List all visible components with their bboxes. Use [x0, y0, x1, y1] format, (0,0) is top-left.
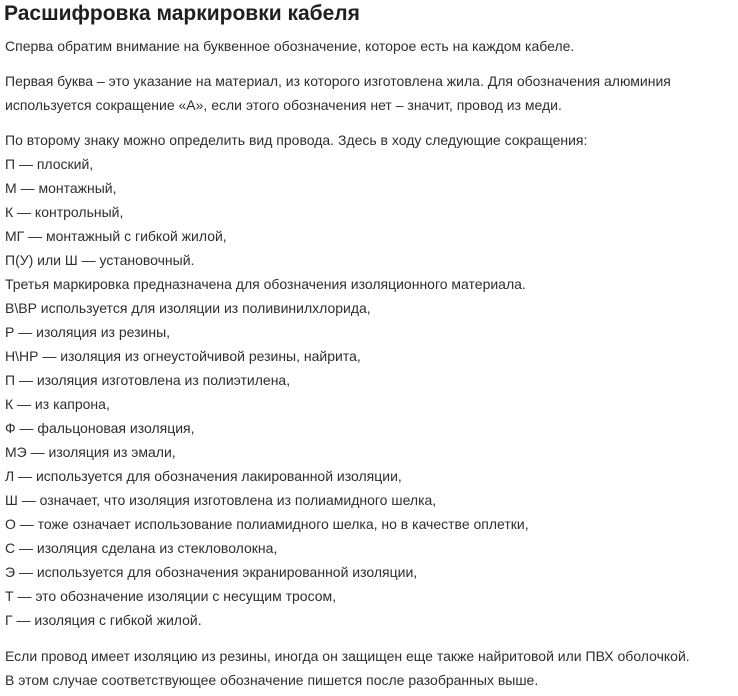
insulation-item: Ф — фальцоновая изоляция,	[5, 420, 195, 436]
insulation-item: Т — это обозначение изоляции с несущим тросом,	[5, 588, 337, 604]
wire-type-item: П(У) или Ш — установочный.	[5, 252, 195, 268]
closing-paragraph-line-2: В этом случае соответствующее обозначение пишется после разобранных выше.	[5, 672, 539, 688]
material-paragraph-line-2: используется сокращение «А», если этого обозначения нет – значит, провод из меди.	[5, 97, 562, 113]
wire-type-intro: По второму знаку можно определить вид провода. Здесь в ходу следующие сокращения:	[5, 132, 588, 148]
insulation-item: К — из капрона,	[5, 396, 110, 412]
insulation-intro: Третья маркировка предназначена для обозначения изоляционного материала.	[5, 276, 526, 292]
material-paragraph-line-1: Первая буква – это указание на материал, из которого изготовлена жила. Для обозначения алюминия	[5, 73, 671, 89]
wire-type-item: К — контрольный,	[5, 204, 124, 220]
insulation-item: Л — используется для обозначения лакированной изоляции,	[5, 468, 402, 484]
insulation-item: Ш — означает, что изоляция изготовлена из полиамидного шелка,	[5, 492, 437, 508]
intro-paragraph: Сперва обратим внимание на буквенное обозначение, которое есть на каждом кабеле.	[5, 38, 575, 54]
insulation-item: П — изоляция изготовлена из полиэтилена,	[5, 372, 291, 388]
wire-type-item: П — плоский,	[5, 156, 94, 172]
insulation-item: Н\НР — изоляция из огнеустойчивой резины, найрита,	[5, 348, 361, 364]
insulation-item: В\ВР используется для изоляции из поливинилхлорида,	[5, 300, 371, 316]
closing-paragraph-line-1: Если провод имеет изоляцию из резины, иногда он защищен еще также найритовой или ПВХ оболочкой.	[5, 648, 690, 664]
wire-type-item: М — монтажный,	[5, 180, 117, 196]
insulation-item: С — изоляция сделана из стекловолокна,	[5, 540, 278, 556]
insulation-item: МЭ — изоляция из эмали,	[5, 444, 176, 460]
insulation-item: Э — используется для обозначения экранированной изоляции,	[5, 564, 418, 580]
insulation-item: Р — изоляция из резины,	[5, 324, 171, 340]
wire-type-item: МГ — монтажный с гибкой жилой,	[5, 228, 227, 244]
insulation-item: Г — изоляция с гибкой жилой.	[5, 612, 202, 628]
article-title: Расшифровка маркировки кабеля	[4, 2, 360, 25]
insulation-item: О — тоже означает использование полиамидного шелка, но в качестве оплетки,	[5, 516, 529, 532]
